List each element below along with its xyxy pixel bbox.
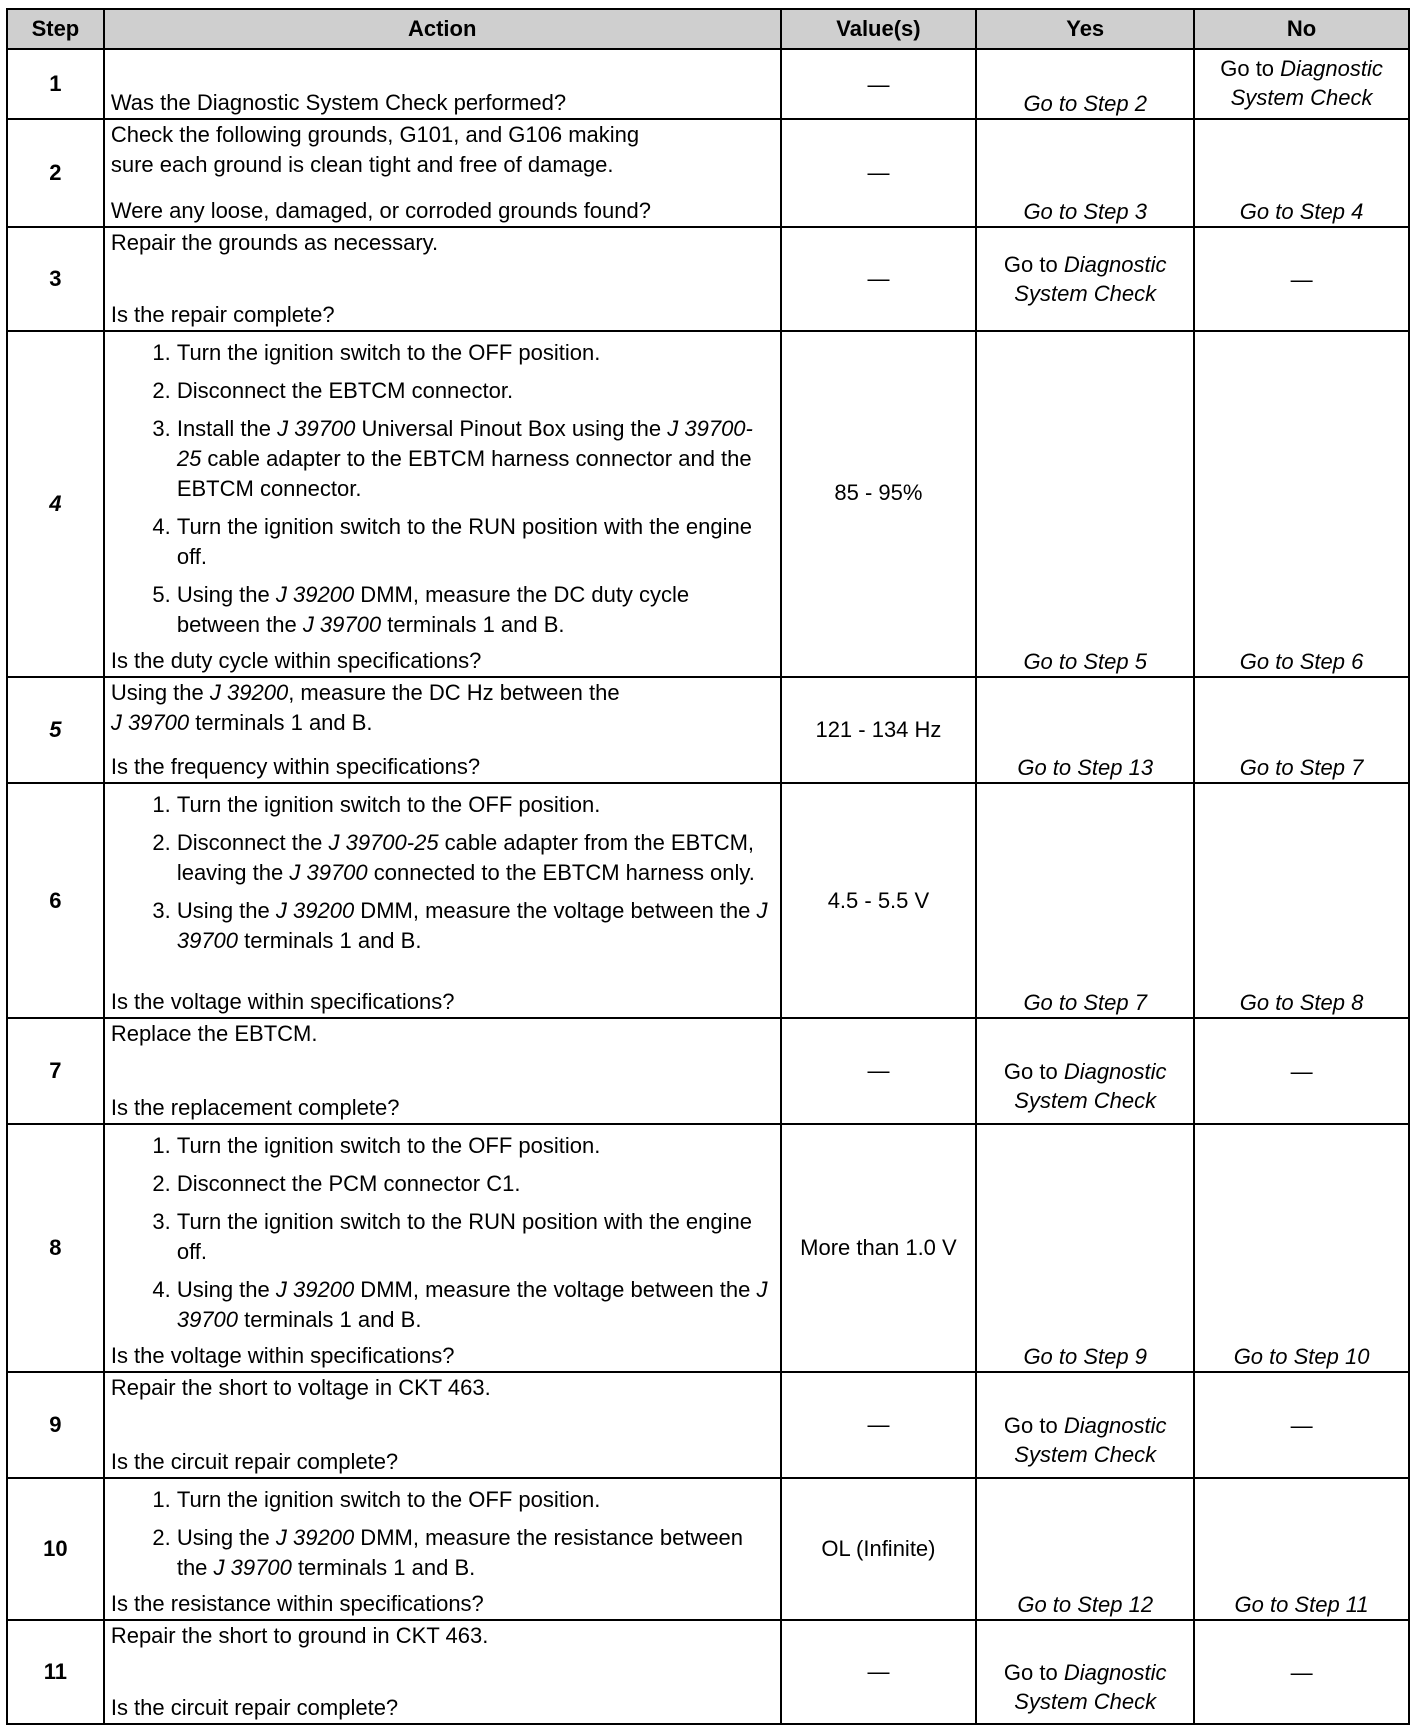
list-item — [177, 828, 774, 888]
yes-cell: Go to Step 7 — [976, 783, 1194, 1018]
yes-link: Diagnostic System Check — [1014, 1660, 1167, 1714]
question: Is the resistance within specifications? — [110, 1591, 484, 1616]
table-row — [7, 119, 1409, 227]
no-link: Diagnostic System Check — [1230, 56, 1383, 110]
action-cell — [104, 49, 781, 119]
step-number: 8 — [7, 1124, 104, 1372]
item-text: Using the J 39200 DMM, measure the voltage between the J 39700 terminals 1 and B. — [176, 1277, 768, 1332]
no-cell: — — [1194, 227, 1409, 331]
yes-cell: Go to Step 9 — [976, 1124, 1194, 1372]
diagnostic-table — [6, 8, 1410, 1725]
action-line: Check the following grounds, G101, and G106 making — [110, 122, 640, 147]
action-line: Repair the short to voltage in CKT 463. — [110, 1375, 491, 1400]
header-values: Value(s) — [781, 9, 977, 49]
yes-link: Diagnostic System Check — [1014, 1413, 1167, 1467]
table-row — [7, 1018, 1409, 1124]
no-cell: — — [1194, 1018, 1409, 1124]
list-item — [177, 512, 774, 572]
step-number: 9 — [7, 1372, 104, 1478]
step-number: 3 — [7, 227, 104, 331]
no-prefix: Go to — [1220, 56, 1275, 81]
tool-reference: J 39700-25 — [176, 416, 753, 471]
list-item — [177, 376, 774, 406]
table-row — [7, 49, 1409, 119]
procedure-list — [111, 1485, 774, 1585]
item-text: Using the J 39200 DMM, measure the voltage between the J 39700 terminals 1 and B. — [176, 898, 768, 953]
tool-reference: J 39700 — [110, 710, 190, 735]
list-item — [177, 414, 774, 504]
header-action: Action — [104, 9, 781, 49]
yes-link: Diagnostic System Check — [1014, 252, 1167, 306]
action-cell — [104, 677, 781, 783]
tool-reference: J 39700 — [176, 898, 768, 953]
item-text: Turn the ignition switch to the OFF position. — [176, 340, 601, 365]
list-item — [177, 1131, 774, 1161]
action-cell — [104, 783, 781, 1018]
yes-cell: Go to Step 12 — [976, 1478, 1194, 1620]
question: Is the duty cycle within specifications? — [110, 648, 482, 673]
table-row — [7, 331, 1409, 677]
list-item — [177, 790, 774, 820]
list-item — [177, 338, 774, 368]
action-cell — [104, 1478, 781, 1620]
action-line: Repair the short to ground in CKT 463. — [110, 1623, 489, 1648]
value-cell: — — [781, 227, 977, 331]
tool-reference: J 39200 — [275, 898, 355, 923]
yes-prefix: Go to — [1003, 1413, 1058, 1438]
value-cell: 4.5 - 5.5 V — [781, 783, 977, 1018]
value-cell: — — [781, 1372, 977, 1478]
no-cell: — — [1194, 1372, 1409, 1478]
action-line: J 39700 terminals 1 and B. — [110, 710, 373, 735]
item-text: Using the J 39200 DMM, measure the resistance between the J 39700 terminals 1 and B. — [176, 1525, 744, 1580]
item-text: Disconnect the PCM connector C1. — [176, 1171, 521, 1196]
item-text: Turn the ignition switch to the OFF position. — [176, 1487, 601, 1512]
item-text: Install the J 39700 Universal Pinout Box using the J 39700-25 cable adapter to the EBTCM harness connector and the EBTCM connector. — [176, 416, 753, 501]
value-cell: — — [781, 49, 977, 119]
action-cell — [104, 331, 781, 677]
step-number: 5 — [7, 677, 104, 783]
tool-reference: J 39700-25 — [328, 830, 439, 855]
value-cell: 121 - 134 Hz — [781, 677, 977, 783]
tool-reference: J 39200 — [275, 1277, 355, 1302]
tool-reference: J 39200 — [275, 582, 355, 607]
step-number: 6 — [7, 783, 104, 1018]
step-number: 1 — [7, 49, 104, 119]
step-number: 2 — [7, 119, 104, 227]
table-row — [7, 1620, 1409, 1724]
action-line: Using the J 39200, measure the DC Hz between the — [110, 680, 620, 705]
table-row — [7, 783, 1409, 1018]
action-cell — [104, 1372, 781, 1478]
yes-cell: Go to Step 2 — [976, 49, 1194, 119]
value-cell: — — [781, 119, 977, 227]
yes-cell — [976, 1620, 1194, 1724]
item-text: Turn the ignition switch to the OFF position. — [176, 1133, 601, 1158]
no-cell: Go to Step 6 — [1194, 331, 1409, 677]
tool-reference: J 39200 — [209, 680, 289, 705]
list-item — [177, 580, 774, 640]
list-item — [177, 1275, 774, 1335]
question: Is the frequency within specifications? — [110, 754, 481, 779]
no-cell: Go to Step 11 — [1194, 1478, 1409, 1620]
action-cell — [104, 227, 781, 331]
yes-prefix: Go to — [1003, 252, 1058, 277]
yes-cell: Go to Step 3 — [976, 119, 1194, 227]
tool-reference: J 39700 — [277, 416, 356, 441]
yes-prefix: Go to — [1003, 1059, 1058, 1084]
question: Were any loose, damaged, or corroded grounds found? — [110, 198, 651, 223]
question: Is the circuit repair complete? — [110, 1449, 399, 1474]
tool-reference: J 39200 — [275, 1525, 355, 1550]
yes-link: Diagnostic System Check — [1014, 1059, 1167, 1113]
header-step: Step — [7, 9, 104, 49]
tool-reference: J 39700 — [213, 1555, 292, 1580]
action-cell — [104, 1124, 781, 1372]
yes-cell: Go to Step 13 — [976, 677, 1194, 783]
item-text: Using the J 39200 DMM, measure the DC duty cycle between the J 39700 terminals 1 and B. — [176, 582, 690, 637]
question: Is the voltage within specifications? — [110, 989, 455, 1014]
no-cell: — — [1194, 1620, 1409, 1724]
value-cell: 85 - 95% — [781, 331, 977, 677]
step-number: 4 — [7, 331, 104, 677]
tool-reference: J 39700 — [176, 1277, 768, 1332]
step-number: 10 — [7, 1478, 104, 1620]
yes-prefix: Go to — [1003, 1660, 1058, 1685]
item-text: Turn the ignition switch to the OFF position. — [176, 792, 601, 817]
value-cell: — — [781, 1018, 977, 1124]
procedure-list — [111, 790, 774, 958]
action-line: Replace the EBTCM. — [110, 1021, 318, 1046]
list-item — [177, 1169, 774, 1199]
no-cell: Go to Step 10 — [1194, 1124, 1409, 1372]
action-line: sure each ground is clean tight and free of damage. — [110, 152, 614, 177]
no-cell: Go to Step 8 — [1194, 783, 1409, 1018]
yes-cell — [976, 227, 1194, 331]
table-row — [7, 677, 1409, 783]
list-item — [177, 1207, 774, 1267]
question: Is the voltage within specifications? — [110, 1343, 455, 1368]
item-text: Disconnect the J 39700-25 cable adapter from the EBTCM, leaving the J 39700 connected to the EBTCM harness only. — [176, 830, 755, 885]
list-item — [177, 1485, 774, 1515]
list-item — [177, 1523, 774, 1583]
step-number: 7 — [7, 1018, 104, 1124]
action-cell — [104, 1620, 781, 1724]
tool-reference: J 39700 — [289, 860, 368, 885]
no-cell: Go to Step 4 — [1194, 119, 1409, 227]
tool-reference: J 39700 — [302, 612, 382, 637]
procedure-list — [111, 338, 774, 642]
yes-cell — [976, 1018, 1194, 1124]
yes-cell: Go to Step 5 — [976, 331, 1194, 677]
item-text: Disconnect the EBTCM connector. — [176, 378, 514, 403]
table-row — [7, 1478, 1409, 1620]
value-cell: — — [781, 1620, 977, 1724]
table-row — [7, 227, 1409, 331]
step-number: 11 — [7, 1620, 104, 1724]
question: Is the repair complete? — [110, 302, 335, 327]
action-cell — [104, 1018, 781, 1124]
list-item — [177, 896, 774, 956]
value-cell: OL (Infinite) — [781, 1478, 977, 1620]
value-cell: More than 1.0 V — [781, 1124, 977, 1372]
question: Was the Diagnostic System Check performed? — [110, 90, 567, 115]
question: Is the circuit repair complete? — [110, 1695, 399, 1720]
item-text: Turn the ignition switch to the RUN position with the engine off. — [176, 1209, 752, 1264]
action-line: Repair the grounds as necessary. — [110, 230, 439, 255]
no-cell: Go to Step 7 — [1194, 677, 1409, 783]
header-no: No — [1194, 9, 1409, 49]
table-row — [7, 1124, 1409, 1372]
header-row — [7, 9, 1409, 49]
procedure-list — [111, 1131, 774, 1337]
item-text: Turn the ignition switch to the RUN position with the engine off. — [176, 514, 752, 569]
yes-cell — [976, 1372, 1194, 1478]
table-row — [7, 1372, 1409, 1478]
header-yes: Yes — [976, 9, 1194, 49]
no-cell — [1194, 49, 1409, 119]
action-cell — [104, 119, 781, 227]
question: Is the replacement complete? — [110, 1095, 400, 1120]
